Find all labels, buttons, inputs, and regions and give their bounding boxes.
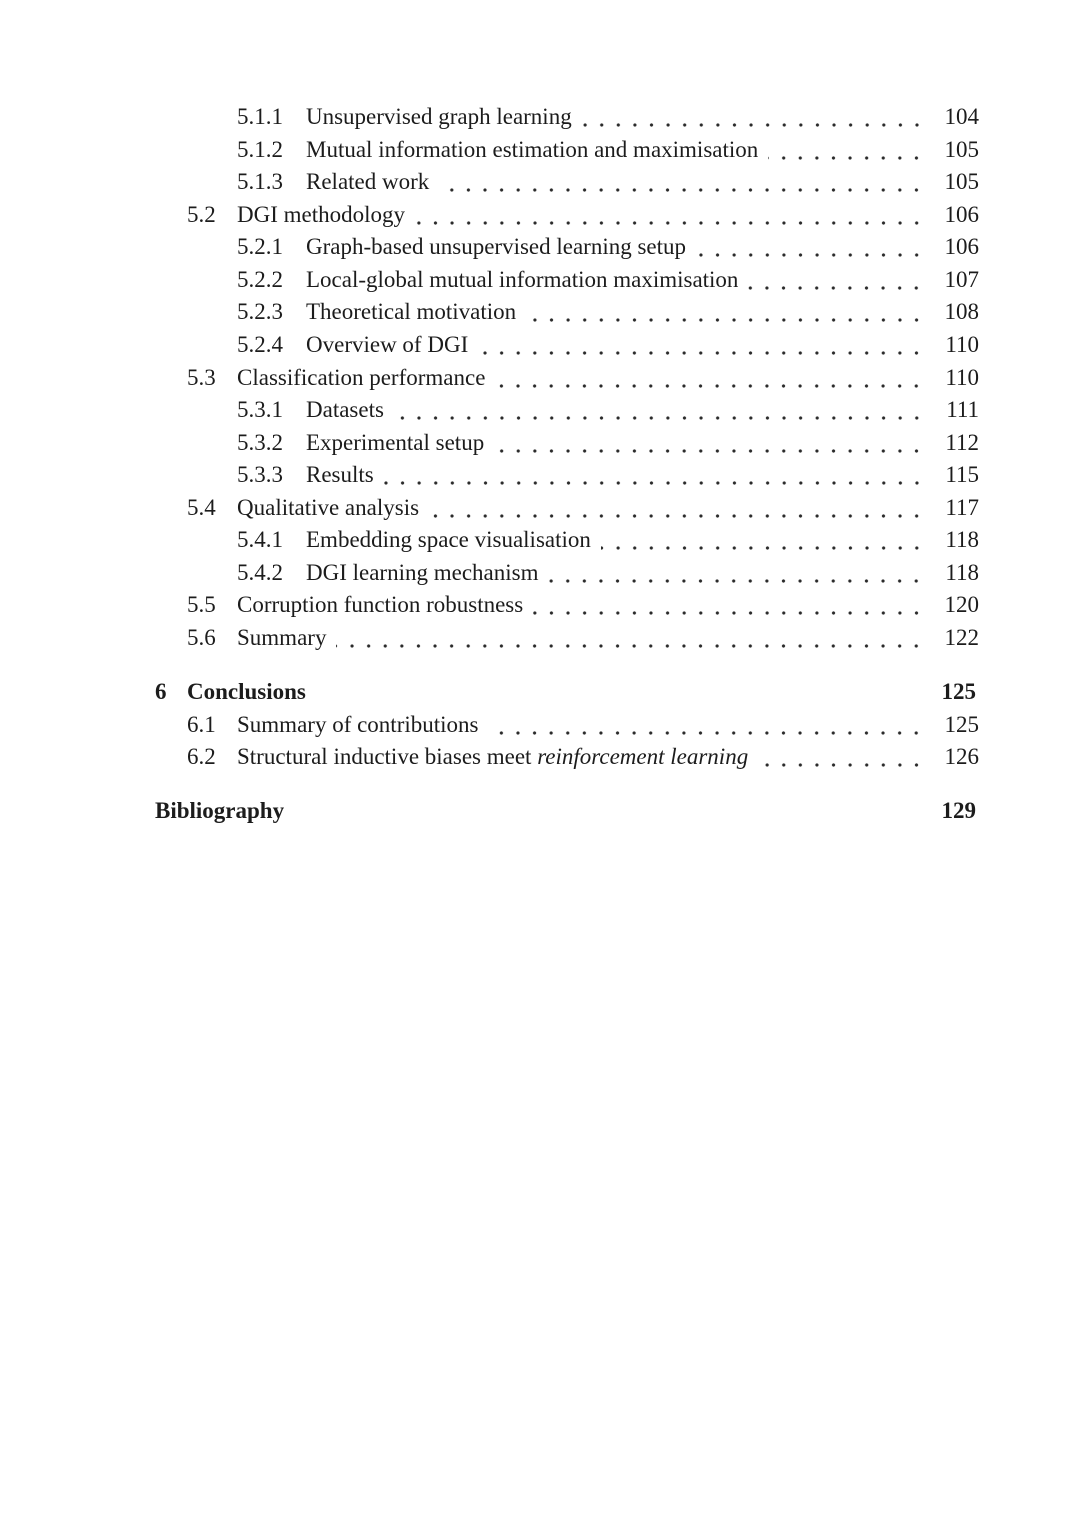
toc-entry-title-roman: Structural inductive biases meet (237, 744, 532, 769)
toc-entry-number: 6 (155, 679, 167, 704)
toc-entry-page: 108 (944, 299, 979, 324)
toc-entry (187, 495, 979, 521)
toc-entry-number: 5.2 (187, 202, 216, 227)
toc-entry-title: DGI methodology (237, 202, 406, 227)
toc-entry-title: Results (306, 462, 374, 487)
toc-entry (187, 365, 979, 391)
toc-entry-number: 5.2.1 (237, 234, 283, 259)
dot-leader (601, 527, 925, 553)
dot-leader (696, 234, 925, 260)
toc-entry-title: Theoretical motivation (306, 299, 517, 324)
toc-entry-number: 5.2.2 (237, 267, 283, 292)
dot-leader (478, 332, 925, 358)
toc-entry-page: 104 (944, 104, 979, 129)
toc-entry-number: 6.1 (187, 712, 216, 737)
dot-leader (336, 625, 925, 651)
toc-entry-number: 5.3.3 (237, 462, 283, 487)
toc-entry-page: 122 (944, 625, 979, 650)
toc-entry-page: 125 (941, 679, 976, 704)
toc-entry (237, 397, 979, 423)
toc-entry-number: 5.5 (187, 592, 216, 617)
dot-leader (495, 365, 925, 391)
toc-entry (187, 592, 979, 618)
toc-entry (237, 169, 979, 195)
dot-leader (748, 267, 925, 293)
toc-entry-number: 5.6 (187, 625, 216, 650)
toc-entry-page: 117 (945, 495, 979, 520)
toc-entry-page: 106 (944, 234, 979, 259)
toc-entry-title: Mutual information estimation and maximisation (306, 137, 759, 162)
toc-entry-title: DGI learning mechanism (306, 560, 539, 585)
toc-entry-title: Related work (306, 169, 430, 194)
toc-entry-page: 125 (944, 712, 979, 737)
toc-entry (187, 202, 979, 228)
toc-entry-number: 5.3.1 (237, 397, 283, 422)
toc-entry-page: 112 (945, 430, 979, 455)
toc-entry-title: Unsupervised graph learning (306, 104, 572, 129)
toc-entry (237, 104, 979, 130)
toc-entry-number: 5.2.4 (237, 332, 283, 357)
toc-entry-page: 105 (944, 137, 979, 162)
toc-entry-page: 115 (945, 462, 979, 487)
toc-entry-number: 5.4.2 (237, 560, 283, 585)
toc-entry-title (237, 744, 748, 770)
toc-entry-title: Conclusions (187, 679, 306, 704)
dot-leader (439, 169, 925, 195)
dot-leader (494, 430, 925, 456)
toc-entry-title: Graph-based unsupervised learning setup (306, 234, 687, 259)
toc-entry-page: 107 (944, 267, 979, 292)
dot-leader (548, 560, 925, 586)
toc-entry-page: 110 (945, 332, 979, 357)
dot-leader (429, 495, 925, 521)
toc-entry-page: 105 (944, 169, 979, 194)
toc-entry (187, 744, 979, 770)
toc-entry (187, 625, 979, 651)
toc-entry-page: 106 (944, 202, 979, 227)
toc-entry-number: 5.1.3 (237, 169, 283, 194)
dot-leader (394, 397, 925, 423)
toc-entry (237, 234, 979, 260)
toc-entry (237, 462, 979, 488)
toc-chapter-entry (155, 679, 979, 705)
toc-entry-page: 118 (945, 560, 979, 585)
toc-entry-title: Classification performance (237, 365, 486, 390)
toc-entry-number: 5.1.2 (237, 137, 283, 162)
toc-entry-title: Local-global mutual information maximisation (306, 267, 739, 292)
dot-leader (533, 592, 925, 618)
toc-entry-number: 6.2 (187, 744, 216, 769)
dot-leader (758, 744, 925, 770)
dot-leader (488, 712, 925, 738)
toc-bibliography-entry (155, 798, 979, 824)
toc-entry-page: 120 (944, 592, 979, 617)
toc-entry (237, 267, 979, 293)
dot-leader (526, 299, 925, 325)
dot-leader (415, 202, 925, 228)
toc-entry-number: 5.4 (187, 495, 216, 520)
toc-entry (237, 137, 979, 163)
toc-entry-title: Qualitative analysis (237, 495, 420, 520)
toc-entry (237, 332, 979, 358)
toc-entry-page: 129 (941, 798, 976, 823)
toc-entry (237, 430, 979, 456)
toc-entry (237, 299, 979, 325)
toc-entry-title: Summary of contributions (237, 712, 479, 737)
toc-entry-title: Experimental setup (306, 430, 485, 455)
toc-entry-title-italic: reinforcement learning (537, 744, 749, 769)
toc-entry-page: 118 (945, 527, 979, 552)
toc-entry-title: Bibliography (155, 798, 285, 823)
toc-entry-title: Summary (237, 625, 327, 650)
dot-leader (384, 462, 925, 488)
toc-entry-number: 5.1.1 (237, 104, 283, 129)
toc-entry-page: 126 (944, 744, 979, 769)
toc-entry-page: 110 (945, 365, 979, 390)
toc-entry-number: 5.3.2 (237, 430, 283, 455)
toc-entry-number: 5.3 (187, 365, 216, 390)
toc-entry-title: Overview of DGI (306, 332, 469, 357)
dot-leader (768, 137, 925, 163)
toc-entry-title: Corruption function robustness (237, 592, 524, 617)
dot-leader (582, 104, 925, 130)
toc-entry-number: 5.2.3 (237, 299, 283, 324)
toc-entry-page: 111 (946, 397, 979, 422)
toc-entry (237, 527, 979, 553)
toc-entry-number: 5.4.1 (237, 527, 283, 552)
toc-entry-title: Datasets (306, 397, 384, 422)
toc-entry-title: Embedding space visualisation (306, 527, 591, 552)
toc-entry (187, 712, 979, 738)
toc-entry (237, 560, 979, 586)
